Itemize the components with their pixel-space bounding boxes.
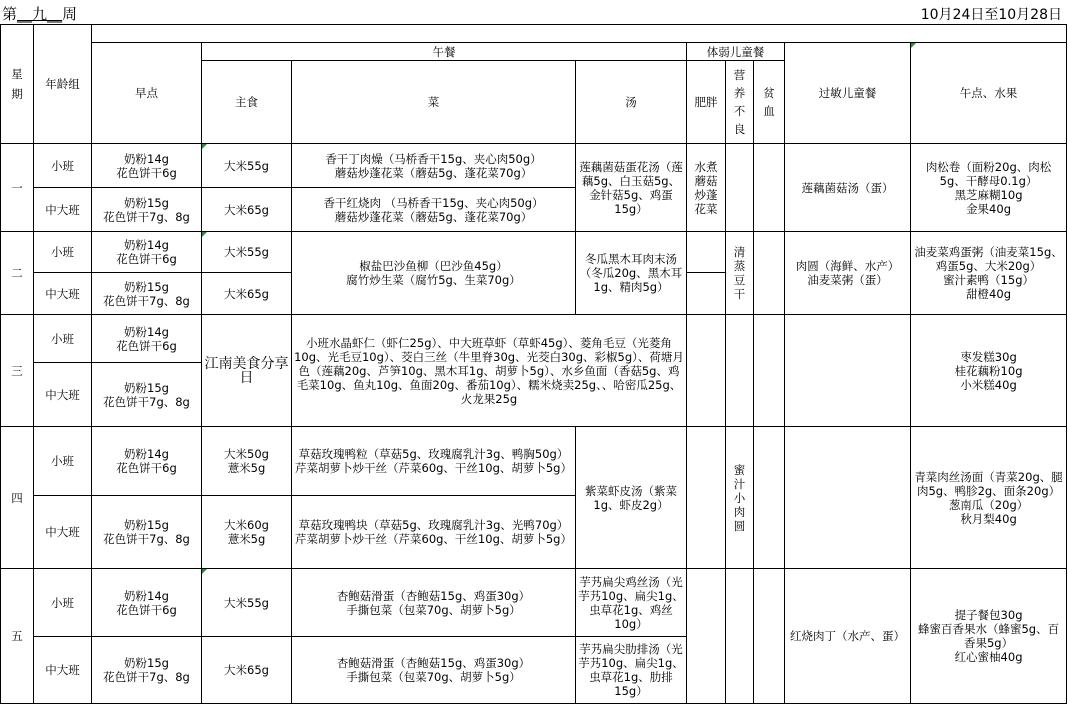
age-group-cell: 小班 (34, 427, 92, 496)
snack-cell: 青菜肉丝汤面（青菜20g、腿肉5g、鸭胗2g、面条20g） 葱南瓜（20g） 秋月梨40g (911, 427, 1067, 569)
col-snack-fruit: 午点、水果 (911, 43, 1067, 144)
soup-cell: 冬瓜黑木耳肉末汤（冬瓜20g、黑木耳1g、精肉5g） (576, 232, 687, 315)
dish-cell: 椒盐巴沙鱼柳（巴沙鱼45g） 腐竹炒生菜（腐竹5g、生菜70g） (292, 232, 576, 315)
day-wed: 三 (1, 315, 34, 427)
week-number: 九 (32, 5, 48, 23)
anemia-cell (754, 232, 785, 315)
col-weekday: 星期 (1, 25, 34, 144)
col-weak-children: 体弱儿童餐 (687, 43, 785, 61)
dish-cell: 香干红烧肉 （马桥香干15g、夹心肉50g） 蘑菇炒蓬花菜（蘑菇5g、蓬花菜70g） (292, 188, 576, 232)
allergy-cell (785, 427, 911, 569)
breakfast-cell: 奶粉15g 花色饼干7g、8g (92, 188, 202, 232)
allergy-cell: 肉圆（海鲜、水产） 油麦菜粥（蛋） (785, 232, 911, 315)
soup-cell: 芋艿扁尖鸡丝汤（光芋艿10g、扁尖1g、虫草花1g、鸡丝10g） (576, 569, 687, 637)
col-staple: 主食 (202, 61, 292, 144)
obese-cell (687, 315, 726, 427)
age-group-cell: 小班 (34, 144, 92, 188)
staple-cell: 大米65g (202, 637, 292, 704)
obese-cell (687, 232, 726, 273)
breakfast-cell: 奶粉14g 花色饼干6g (92, 427, 202, 496)
staple-cell: 大米65g (202, 273, 292, 315)
soup-cell: 紫菜虾皮汤（紫菜1g、虾皮2g） (576, 427, 687, 569)
malnourished-cell (726, 569, 754, 704)
col-age-group: 年龄组 (34, 25, 92, 144)
dish-cell: 草菇玫瑰鸭粒（草菇5g、玫瑰腐乳汁3g、鸭胸50g） 芹菜胡萝卜炒干丝（芹菜60g、干丝10g、胡萝卜5g） (292, 427, 576, 496)
col-lunch: 午餐 (202, 43, 687, 61)
breakfast-cell: 奶粉14g 花色饼干6g (92, 232, 202, 273)
staple-cell: 江南美食分享日 (202, 315, 292, 427)
col-obese: 肥胖 (687, 61, 726, 144)
dish-cell: 小班水晶虾仁（虾仁25g）、中大班草虾（草虾45g）、菱角毛豆（光菱角10g、光毛豆10g）、茭白三丝（牛里脊30g、光茭白30g、彩椒5g）、荷塘月色（莲藕20g、芦笋10g、黑木耳1g、胡萝卜5g）、水乡鱼面（香菇5g、鸡毛菜10g、鱼丸10g、鱼面20g、番茄10g）、糯米烧卖25g、、哈密瓜25g、火龙果25g (292, 315, 687, 427)
snack-cell: 油麦菜鸡蛋粥（油麦菜15g、鸡蛋5g、大米20g） 蜜汁素鸭（15g） 甜橙40g (911, 232, 1067, 315)
staple-cell: 大米55g (202, 144, 292, 188)
age-group-cell: 中大班 (34, 637, 92, 704)
day-tue: 二 (1, 232, 34, 315)
malnourished-cell: 清蒸豆干 (726, 232, 754, 315)
week-label: 第__九__周 (2, 5, 78, 23)
age-group-cell: 中大班 (34, 188, 92, 232)
allergy-cell: 红烧肉丁（水产、蛋） (785, 569, 911, 704)
breakfast-cell: 奶粉15g 花色饼干7g、8g (92, 273, 202, 315)
age-group-cell: 中大班 (34, 496, 92, 569)
col-malnourished: 营养不良 (726, 61, 754, 144)
obese-cell (687, 427, 726, 569)
col-soup: 汤 (576, 61, 687, 144)
age-group-cell: 小班 (34, 569, 92, 637)
dish-cell: 草菇玫瑰鸭块（草菇5g、玫瑰腐乳汁3g、光鸭70g） 芹菜胡萝卜炒干丝（芹菜60g、干丝10g、胡萝卜5g） (292, 496, 576, 569)
sheet-header (0, 0, 1068, 26)
age-group-cell: 中大班 (34, 363, 92, 427)
date-range: 10月24日至10月28日 (920, 7, 1062, 23)
anemia-cell (754, 315, 785, 427)
dish-cell: 香干丁肉燥（马桥香干15g、夹心肉50g） 蘑菇炒蓬花菜（蘑菇5g、蓬花菜70g） (292, 144, 576, 188)
malnourished-cell: 蜜汁小肉圆 (726, 427, 754, 569)
dish-cell: 杏鲍菇滑蛋（杏鲍菇15g、鸡蛋30g） 手撕包菜（包菜70g、胡萝卜5g） (292, 569, 576, 637)
col-dish: 菜 (292, 61, 576, 144)
soup-cell: 莲藕菌菇蛋花汤（莲藕5g、白玉菇5g、金针菇5g、鸡蛋15g） (576, 144, 687, 232)
anemia-cell (754, 144, 785, 232)
snack-cell: 肉松卷（面粉20g、肉松5g、干酵母0.1g） 黑芝麻糊10g 金果40g (911, 144, 1067, 232)
breakfast-cell: 奶粉15g 花色饼干7g、8g (92, 363, 202, 427)
snack-cell: 枣发糕30g 桂花藕粉10g 小米糕40g (911, 315, 1067, 427)
obese-cell (687, 273, 726, 315)
age-group-cell: 小班 (34, 315, 92, 363)
breakfast-cell: 奶粉15g 花色饼干7g、8g (92, 637, 202, 704)
weekly-menu-table (0, 24, 1067, 704)
header-spacer (92, 25, 1067, 43)
day-thu: 四 (1, 427, 34, 569)
breakfast-cell: 奶粉15g 花色饼干7g、8g (92, 496, 202, 569)
obese-cell (687, 569, 726, 704)
anemia-cell (754, 569, 785, 704)
obese-cell: 水煮蘑菇炒蓬花菜 (687, 144, 726, 232)
col-allergy: 过敏儿童餐 (785, 43, 911, 144)
allergy-cell: 莲藕菌菇汤（蛋） (785, 144, 911, 232)
anemia-cell (754, 427, 785, 569)
col-breakfast: 早点 (92, 43, 202, 144)
staple-cell: 大米55g (202, 232, 292, 273)
snack-cell: 提子餐包30g 蜂蜜百香果水（蜂蜜5g、百香果5g） 红心蜜柚40g (911, 569, 1067, 704)
col-anemia: 贫血 (754, 61, 785, 144)
age-group-cell: 中大班 (34, 273, 92, 315)
staple-cell: 大米65g (202, 188, 292, 232)
staple-cell: 大米60g 薏米5g (202, 496, 292, 569)
day-mon: 一 (1, 144, 34, 232)
staple-cell: 大米50g 薏米5g (202, 427, 292, 496)
breakfast-cell: 奶粉14g 花色饼干6g (92, 144, 202, 188)
malnourished-cell (726, 144, 754, 232)
allergy-cell (785, 315, 911, 427)
malnourished-cell (726, 315, 754, 427)
age-group-cell: 小班 (34, 232, 92, 273)
breakfast-cell: 奶粉14g 花色饼干6g (92, 569, 202, 637)
staple-cell: 大米55g (202, 569, 292, 637)
soup-cell: 芋艿扁尖肋排汤（光芋艿10g、扁尖1g、虫草花1g、肋排15g） (576, 637, 687, 704)
breakfast-cell: 奶粉14g 花色饼干6g (92, 315, 202, 363)
dish-cell: 杏鲍菇滑蛋（杏鲍菇15g、鸡蛋30g） 手撕包菜（包菜70g、胡萝卜5g） (292, 637, 576, 704)
day-fri: 五 (1, 569, 34, 704)
